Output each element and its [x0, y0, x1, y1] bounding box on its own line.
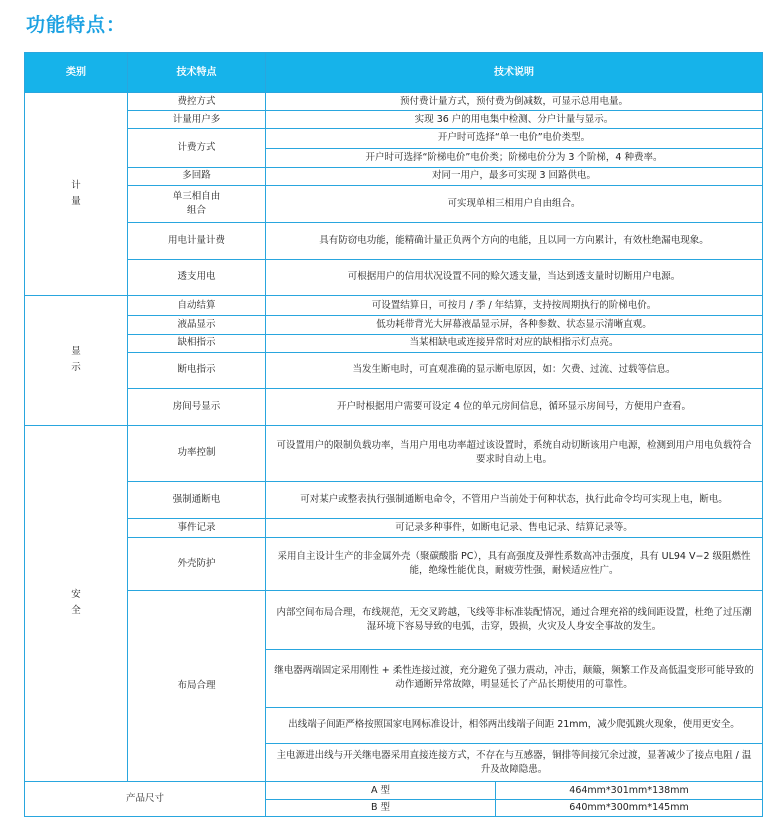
- feature-cell: [128, 185, 266, 222]
- description-cell: 采用自主设计生产的非金属外壳（聚碳酸脂 PC），具有高强度及弹性系数高冲击强度，具有 UL94 V−2 级阻燃性能，绝缘性能优良，耐疲劳性强，耐候适应性广。: [266, 537, 763, 591]
- header-description: 技术说明: [266, 53, 763, 93]
- category-label: 计量: [71, 180, 81, 208]
- description-cell: 当发生断电时，可直观准确的显示断电原因，如：欠费、过流、过载等信息。: [266, 352, 763, 388]
- size-label-cell: 产品尺寸: [25, 782, 266, 817]
- dimension-cell: 640mm*300mm*145mm: [496, 799, 763, 816]
- header-category: 类别: [25, 53, 128, 93]
- feature-label: 单三相自由组合: [172, 191, 221, 217]
- feature-cell: 自动结算: [128, 296, 266, 316]
- table-row: [25, 425, 763, 482]
- feature-cell: 液晶显示: [128, 316, 266, 334]
- feature-cell: 布局合理: [128, 591, 266, 782]
- table-row: [25, 352, 763, 388]
- table-row: [25, 482, 763, 518]
- table-row: [25, 316, 763, 334]
- description-cell: 开户时根据用户需要可设定 4 位的单元房间信息，循环显示房间号，方便用户查看。: [266, 389, 763, 425]
- model-cell: B 型: [266, 799, 496, 816]
- feature-cell: 多回路: [128, 167, 266, 185]
- category-label: 显示: [71, 346, 81, 374]
- description-cell: 出线端子间距严格按照国家电网标准设计，相邻两出线端子间距 21mm，减少爬弧跳火现象，使用更安全。: [266, 707, 763, 743]
- feature-cell: 事件记录: [128, 518, 266, 537]
- table-row: [25, 334, 763, 352]
- table-row: [25, 167, 763, 185]
- table-row: [25, 518, 763, 537]
- description-cell: 开户时可选择“阶梯电价”电价类；阶梯电价分为 3 个阶梯，4 种费率。: [266, 148, 763, 167]
- description-cell: 预付费计量方式，预付费为倒减数，可显示总用电量。: [266, 93, 763, 111]
- description-cell: 低功耗带背光大屏幕液晶显示屏，各种参数、状态显示清晰直观。: [266, 316, 763, 334]
- description-cell: 具有防窃电功能，能精确计量正负两个方向的电能，且以同一方向累计，有效杜绝漏电现象。: [266, 223, 763, 259]
- feature-cell: 功率控制: [128, 425, 266, 482]
- feature-cell: 断电指示: [128, 352, 266, 388]
- feature-cell: 计费方式: [128, 129, 266, 167]
- table-row: [25, 111, 763, 129]
- category-cell-safety: [25, 425, 128, 782]
- description-cell: 开户时可选择“单一电价”电价类型。: [266, 129, 763, 148]
- category-cell-display: [25, 296, 128, 425]
- category-label: 安全: [71, 589, 81, 617]
- page-title: 功能特点：: [26, 14, 127, 36]
- description-cell: 主电源进出线与开关继电器采用直接连接方式，不存在与互感器，铜排等间接冗余过渡，显著减少了接点电阻 / 温升及故障隐患。: [266, 743, 763, 781]
- feature-cell: 计量用户多: [128, 111, 266, 129]
- table-row: [25, 223, 763, 259]
- header-feature: 技术特点: [128, 53, 266, 93]
- description-cell: 对同一用户，最多可实现 3 回路供电。: [266, 167, 763, 185]
- feature-cell: 外壳防护: [128, 537, 266, 591]
- feature-table: [24, 52, 763, 817]
- table-row: [25, 259, 763, 295]
- model-cell: A 型: [266, 782, 496, 799]
- description-cell: 可设置用户的限制负载功率，当用户用电功率超过该设置时，系统自动切断该用户电源，检测到用户用电负载符合要求时自动上电。: [266, 425, 763, 482]
- table-row: [25, 782, 763, 799]
- dimension-cell: 464mm*301mm*138mm: [496, 782, 763, 799]
- table-row: [25, 591, 763, 650]
- table-row: [25, 185, 763, 222]
- table-header-row: [25, 53, 763, 93]
- table-row: [25, 537, 763, 591]
- description-cell: 可对某户或整表执行强制通断电命令，不管用户当前处于何种状态，执行此命令均可实现上电，断电。: [266, 482, 763, 518]
- description-cell: 可实现单相三相用户自由组合。: [266, 185, 763, 222]
- feature-cell: 费控方式: [128, 93, 266, 111]
- table-row: [25, 389, 763, 425]
- description-cell: 内部空间布局合理，布线规范，无交叉跨越，飞线等非标准装配情况，通过合理充裕的线间距设置，杜绝了过压潮湿环境下容易导致的电弧，击穿，毁损，火灾及人身安全事故的发生。: [266, 591, 763, 650]
- description-cell: 实现 36 户的用电集中检测、分户计量与显示。: [266, 111, 763, 129]
- feature-cell: 房间号显示: [128, 389, 266, 425]
- description-cell: 可记录多种事件，如断电记录、售电记录、结算记录等。: [266, 518, 763, 537]
- feature-cell: 用电计量计费: [128, 223, 266, 259]
- description-cell: 可根据用户的信用状况设置不同的赊欠透支量，当达到透支量时切断用户电源。: [266, 259, 763, 295]
- description-cell: 继电器两端固定采用刚性 + 柔性连接过渡，充分避免了强力震动，冲击，颠簸，频繁工作及高低温变形可能导致的动作通断异常故障，明显延长了产品长期使用的可靠性。: [266, 649, 763, 707]
- description-cell: 当某相缺电或连接异常时对应的缺相指示灯点亮。: [266, 334, 763, 352]
- feature-cell: 透支用电: [128, 259, 266, 295]
- table-row: [25, 129, 763, 148]
- table-row: [25, 296, 763, 316]
- feature-cell: 缺相指示: [128, 334, 266, 352]
- category-cell-metering: [25, 93, 128, 296]
- description-cell: 可设置结算日，可按月 / 季 / 年结算，支持按周期执行的阶梯电价。: [266, 296, 763, 316]
- feature-cell: 强制通断电: [128, 482, 266, 518]
- table-row: [25, 93, 763, 111]
